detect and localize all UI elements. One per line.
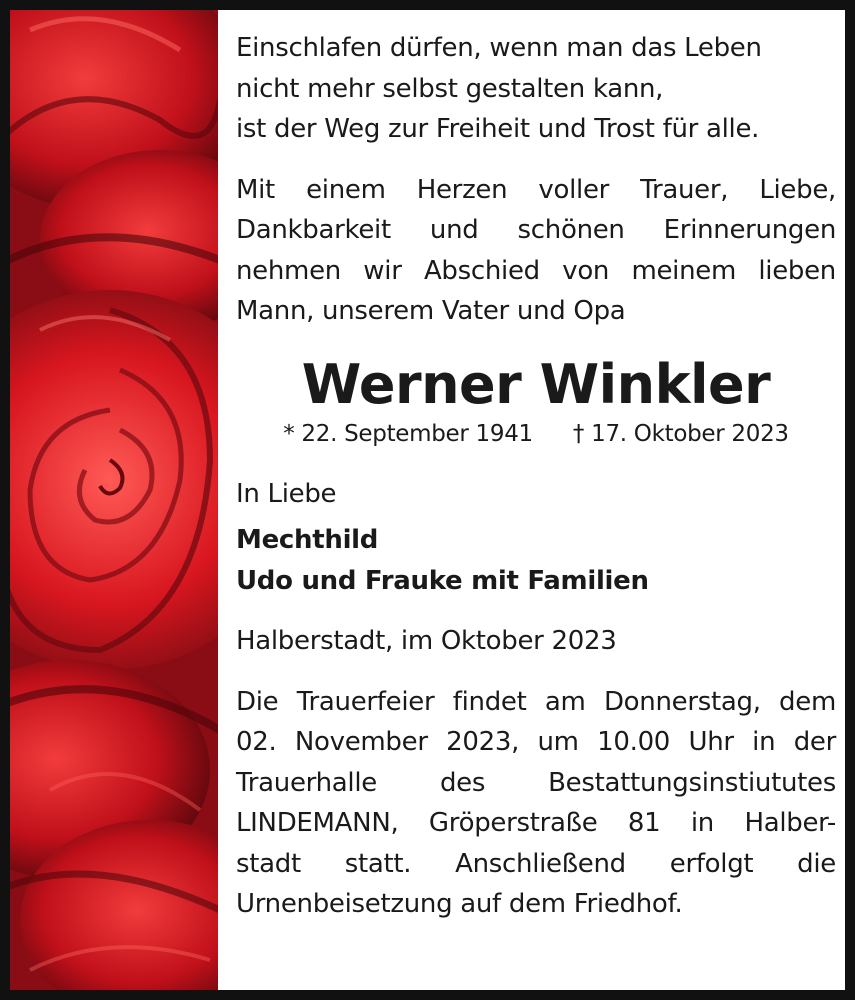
mourners [236,474,836,602]
life-dates [236,418,836,450]
place-date-line: Halberstadt, im Oktober 2023 [236,626,617,656]
mourner-name: Udo und Frauke mit Familien [236,565,649,596]
funeral-paragraph [236,682,836,925]
death-date: † 17. Oktober 2023 [572,420,789,447]
birth-date: * 22. September 1941 [283,420,533,447]
intro-paragraph [236,170,836,332]
obituary-text [236,28,836,925]
verse-line: nicht mehr selbst gestalten kann, [236,73,664,104]
verse [236,28,836,150]
place-date [236,621,836,662]
funeral-line: Trauerhalle des Bestattungsinstiututes [236,767,836,798]
funeral-line: 02. November 2023, um 10.00 Uhr in der [236,727,836,757]
deceased-name: Werner Winkler [301,352,771,416]
mourners-intro: In Liebe [236,478,337,509]
verse-line: ist der Weg zur Freiheit und Trost für alle. [236,114,760,144]
funeral-line: LINDEMANN, Gröperstraße 81 in Halber- [236,808,836,838]
verse-line: Einschlafen dürfen, wenn man das Leben [236,33,762,63]
intro-line: nehmen wir Abschied von meinem lieben [236,255,836,286]
funeral-line: Urnenbeisetzung auf dem Friedhof. [236,889,683,919]
intro-line: Dankbarkeit und schönen Erinnerungen [236,215,836,245]
funeral-line: Die Trauerfeier findet am Donnerstag, dem [236,686,836,717]
mourner-name: Mechthild [236,525,379,555]
funeral-line: stadt statt. Anschließend erfolgt die [236,848,836,879]
intro-line: Mit einem Herzen voller Trauer, Liebe, [236,174,836,205]
red-roses-image [10,10,218,990]
intro-line: Mann, unserem Vater und Opa [236,296,626,326]
